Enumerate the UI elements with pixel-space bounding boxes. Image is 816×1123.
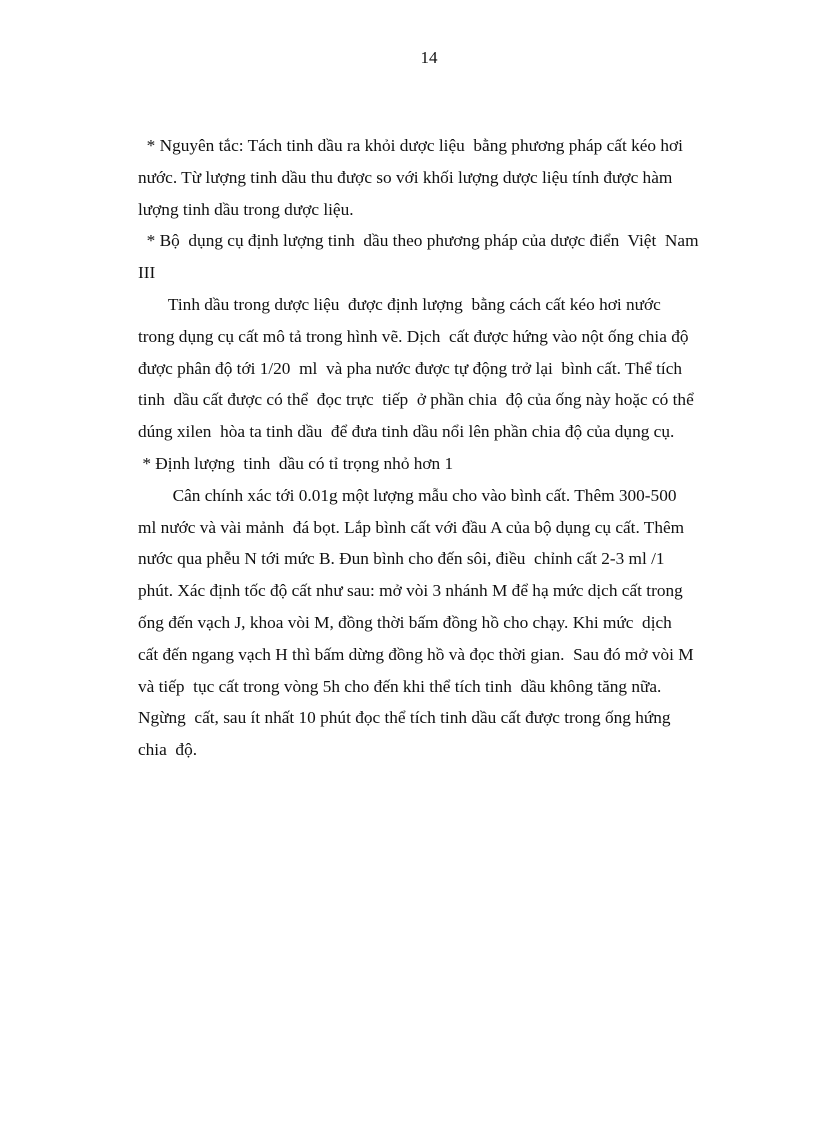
- text-line: trong dụng cụ cất mô tả trong hình vẽ. Dịch cất được hứng vào nột ống chia độ: [138, 326, 689, 346]
- text-line: III: [138, 263, 156, 283]
- page-number: 14: [420, 48, 438, 67]
- text-line: và tiếp tục cất trong vòng 5h cho đến khi thể tích tinh dầu không tăng nữa.: [138, 676, 662, 696]
- text-line: dúng xilen hòa ta tinh dầu để đưa tinh dầu nổi lên phần chia độ của dụng cụ.: [138, 422, 675, 442]
- text-line: được phân độ tới 1/20 ml và pha nước được tự động trở lại bình cất. Thể tích: [138, 358, 683, 378]
- text-line: chia độ.: [138, 740, 198, 760]
- text-line: Ngừng cất, sau ít nhất 10 phút đọc thể tích tinh dầu cất được trong ống hứng: [138, 708, 671, 728]
- text-line: * Định lượng tinh dầu có tỉ trọng nhỏ hơn 1: [138, 453, 454, 473]
- text-line: * Nguyên tắc: Tách tinh dầu ra khỏi dược liệu bằng phương pháp cất kéo hơi: [138, 136, 683, 155]
- text-line: ống đến vạch J, khoa vòi M, đồng thời bấm đồng hồ cho chạy. Khi mức dịch: [138, 612, 672, 632]
- text-line: tinh dầu cất được có thể đọc trực tiếp ở phần chia độ của ống này hoặc có thể: [138, 390, 694, 410]
- text-line: nước. Từ lượng tinh dầu thu được so với khối lượng dược liệu tính được hàm: [138, 167, 673, 187]
- text-line: Cân chính xác tới 0.01g một lượng mẫu cho vào bình cất. Thêm 300-500: [138, 485, 677, 505]
- text-line: ml nước và vài mảnh đá bọt. Lắp bình cất với đầu A của bộ dụng cụ cất. Thêm: [138, 517, 685, 537]
- text-line: lượng tinh dầu trong dược liệu.: [138, 199, 354, 219]
- text-line: phút. Xác định tốc độ cất như sau: mở vòi 3 nhánh M để hạ mức dịch cất trong: [138, 581, 683, 601]
- text-line: * Bộ dụng cụ định lượng tinh dầu theo phương pháp của dược điển Việt Nam: [138, 231, 699, 251]
- document-body: [138, 130, 738, 766]
- text-line: cất đến ngang vạch H thì bấm dừng đồng hồ và đọc thời gian. Sau đó mở vòi M: [138, 644, 694, 664]
- text-line: Tinh dầu trong dược liệu được định lượng bằng cách cất kéo hơi nước: [138, 294, 661, 314]
- text-line: nước qua phễu N tới mức B. Đun bình cho đến sôi, điều chỉnh cất 2-3 ml /1: [138, 549, 665, 569]
